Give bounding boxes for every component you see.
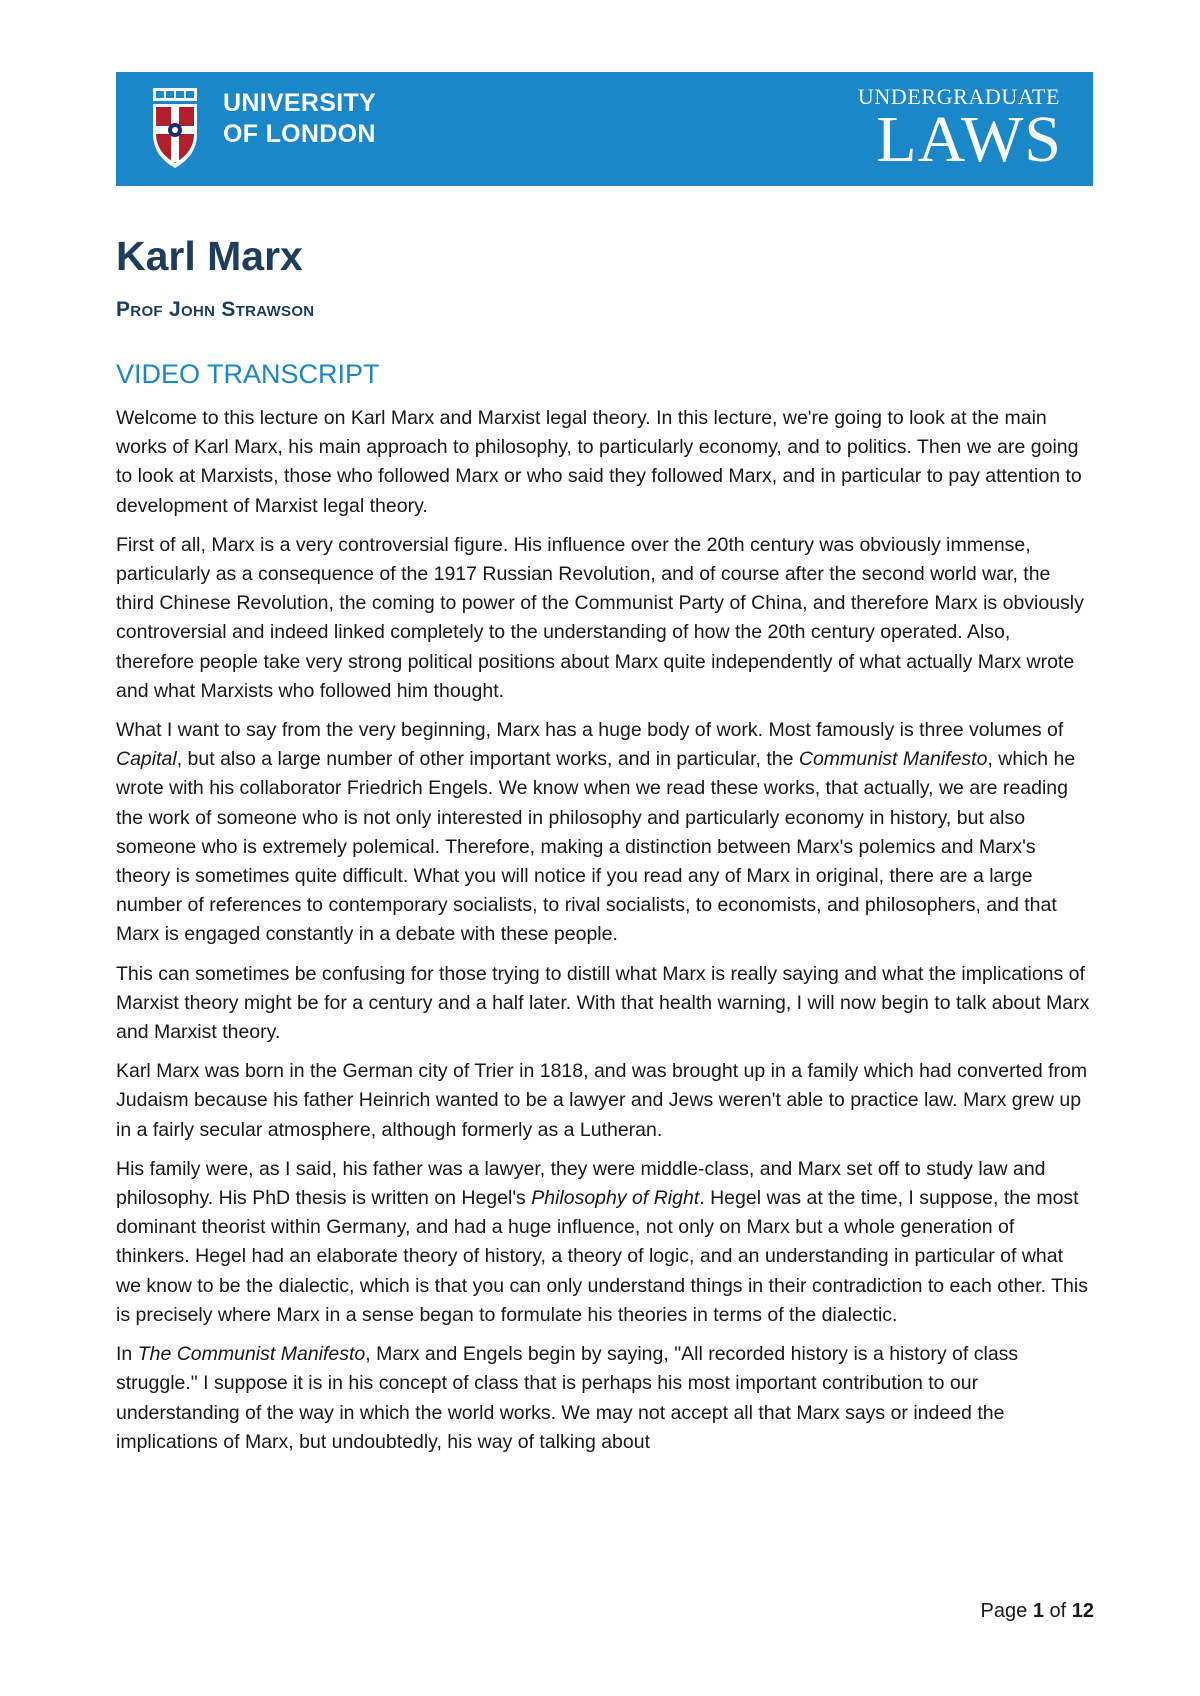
programme-label: UNDERGRADUATE	[857, 84, 1060, 109]
work-title: Communist Manifesto	[798, 748, 988, 771]
paragraph-text: What I want to say from the very beginning, Marx has a huge body of work. Most famously is three volumes of	[116, 719, 1064, 742]
paragraph-text: His family were, as I said, his father was a lawyer, they were middle-class, and Marx set off to study law and philosophy. His PhD thesis is written on Hegel's	[116, 1157, 1046, 1210]
paragraph-text: , but also a large number of other important works, and in particular, the	[176, 748, 799, 771]
transcript-paragraph	[116, 404, 1093, 521]
university-name-line2: OF LONDON	[223, 120, 376, 148]
paragraph-text: . Hegel was at the time, I suppose, the most dominant theorist within Germany, and had a huge influence, not only on Marx but a whole generation of thinkers. Hegel had an elaborate theory of history, a theory of logic, and an understanding in particular of what we know to be the dialectic, which is that you can only understand things in their contradiction to each other. This is precisely where Marx in a sense began to formulate his theories in terms of the dialectic.	[116, 1187, 1088, 1326]
programme-name: LAWS	[876, 103, 1062, 176]
work-title: Philosophy of Right	[531, 1187, 700, 1210]
page-of: of	[1049, 1600, 1067, 1622]
university-name	[223, 88, 376, 150]
paragraph-text: Welcome to this lecture on Karl Marx and Marxist legal theory. In this lecture, we're going to look at the main works of Karl Marx, his main approach to philosophy, to particularly economy, and to politics. Then we are going to look at Marxists, those who followed Marx or who said they followed Marx, and in particular to pay attention to development of Marxist legal theory.	[116, 407, 1082, 517]
work-title: The Communist Manifesto	[137, 1343, 366, 1366]
paragraph-text: First of all, Marx is a very controversial figure. His influence over the 20th century was obviously immense, particularly as a consequence of the 1917 Russian Revolution, and of course after the second world war, the third Chinese Revolution, the coming to power of the Communist Party of China, and therefore Marx is obviously controversial and indeed linked completely to the understanding of how the 20th century operated. Also, therefore people take very strong political positions about Marx quite independently of what actually Marx wrote and what Marxists who followed him thought.	[116, 533, 1084, 702]
paragraph-text: , Marx and Engels begin by saying, "All recorded history is a history of class struggle." I suppose it is in his concept of class that is perhaps his most important contribution to our understanding of the way in which the world works. We may not accept all that Marx says or indeed the implications of Marx, but undoubtedly, his way of talking about	[116, 1343, 1019, 1453]
transcript-paragraph	[116, 960, 1093, 1048]
paragraph-text: Karl Marx was born in the German city of Trier in 1818, and was brought up in a family which had converted from Judaism because his father Heinrich wanted to be a lawyer and Jews weren't able to practice law. Marx grew up in a fairly secular atmosphere, although formerly as a Lutheran.	[116, 1060, 1088, 1141]
page-word: Page	[980, 1600, 1028, 1622]
transcript-paragraph	[116, 1057, 1093, 1145]
paragraph-text: , which he wrote with his collaborator Friedrich Engels. We know when we read these works, that actually, we are reading the work of someone who is not only interested in philosophy and particularly economy in history, but also someone who is extremely polemical. Therefore, making a distinction between Marx's polemics and Marx's theory is sometimes quite difficult. What you will notice if you read any of Marx in original, there are a large number of references to contemporary socialists, to rival socialists, to economists, and philosophers, and that Marx is engaged constantly in a debate with these people.	[116, 748, 1076, 946]
transcript-paragraph	[116, 531, 1093, 706]
university-crest-icon	[150, 86, 200, 170]
section-heading: VIDEO TRANSCRIPT	[116, 359, 380, 389]
document-title: Karl Marx	[116, 233, 303, 279]
transcript-body	[116, 404, 1093, 1467]
paragraph-text: This can sometimes be confusing for those trying to distill what Marx is really saying and what the implications of Marxist theory might be for a century and a half later. With that health warning, I will now begin to talk about Marx and Marxist theory.	[116, 962, 1090, 1044]
paragraph-text: In	[116, 1343, 138, 1366]
page-total: 12	[1071, 1600, 1094, 1622]
transcript-paragraph	[116, 716, 1093, 950]
work-title: Capital	[116, 748, 177, 771]
page-current: 1	[1032, 1600, 1044, 1622]
transcript-paragraph	[116, 1155, 1093, 1330]
transcript-paragraph	[116, 1340, 1093, 1457]
university-name-line1: UNIVERSITY	[223, 89, 377, 117]
header-banner	[116, 72, 1093, 186]
page-number	[981, 1600, 1094, 1623]
document-author: Prof John Strawson	[116, 298, 315, 321]
